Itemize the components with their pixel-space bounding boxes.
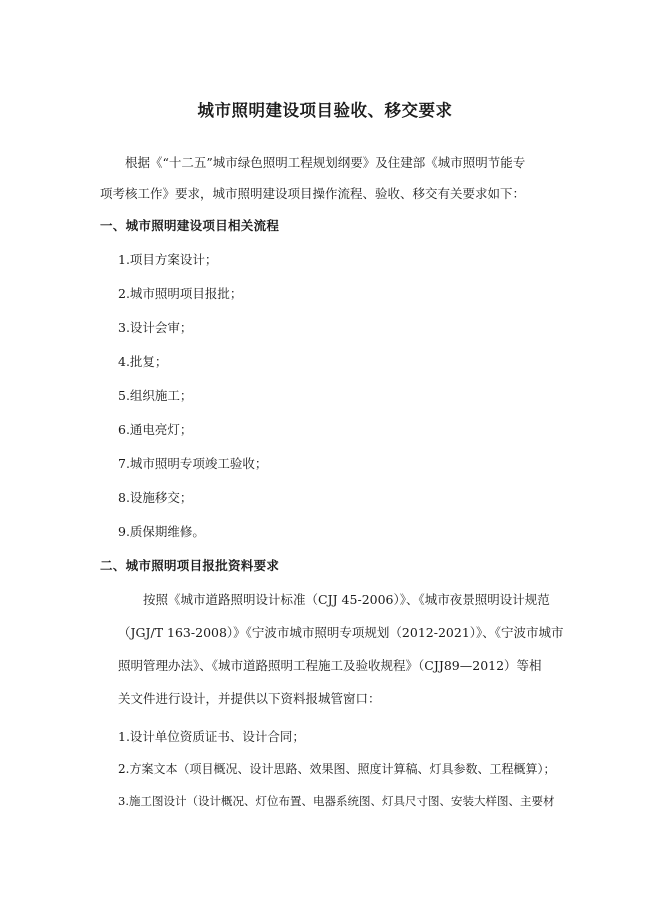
para-line-2: （JGJ/T 163-2008）》《宁波市城市照明专项规划（2012-2021）》、《宁波市城市: [118, 625, 564, 640]
list-item: 8.设施移交；: [118, 490, 193, 505]
list-item: 3.施工图设计（设计概况、灯位布置、电器系统图、灯具尺寸图、安装大样图、主要材: [118, 794, 555, 808]
list-item: 5.组织施工；: [118, 388, 193, 403]
intro-paragraph: [100, 147, 560, 209]
para-line-4: 关文件进行设计，并提供以下资料报城管窗口：: [118, 691, 381, 706]
intro-line-1: 根据《“十二五”城市绿色照明工程规划纲要》及住建部《城市照明节能专: [125, 155, 526, 170]
list-item: 3.设计会审；: [118, 320, 193, 335]
section-2-heading: 二、城市照明项目报批资料要求: [100, 558, 280, 573]
list-item: 7.城市照明专项竣工验收；: [118, 456, 268, 471]
section-2-paragraph: [118, 583, 563, 715]
list-item: 4.批复；: [118, 354, 168, 369]
list-item: 9.质保期维修。: [118, 524, 205, 539]
list-item: 6.通电亮灯；: [118, 422, 193, 437]
page-title: 城市照明建设项目验收、移交要求: [197, 101, 453, 121]
list-item: 1.项目方案设计；: [118, 252, 218, 267]
list-item: 2.方案文本（项目概况、设计思路、效果图、照度计算稿、灯具参数、工程概算）；: [118, 762, 556, 776]
section-1-heading: 一、城市照明建设项目相关流程: [100, 218, 280, 233]
para-line-1: 按照《城市道路照明设计标准（CJJ 45-2006）》、《城市夜景照明设计规范: [143, 592, 550, 607]
para-line-3: 照明管理办法》、《城市道路照明工程施工及验收规程》（CJJ89—2012）等相: [118, 658, 542, 673]
intro-line-2: 项考核工作》要求，城市照明建设项目操作流程、验收、移交有关要求如下：: [100, 186, 526, 201]
list-item: 2.城市照明项目报批；: [118, 286, 243, 301]
list-item: 1.设计单位资质证书、设计合同；: [118, 729, 305, 744]
